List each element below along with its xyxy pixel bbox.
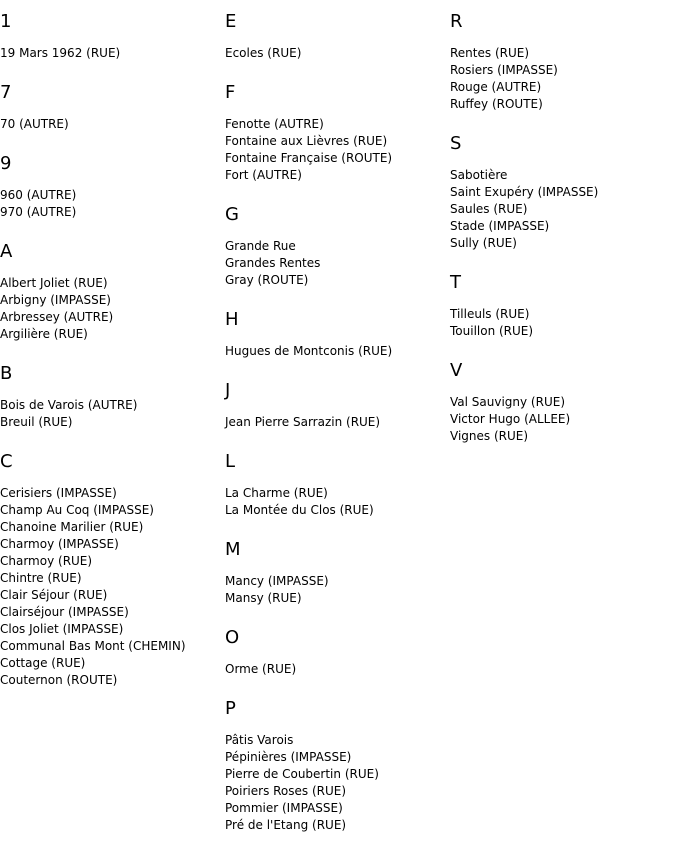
street-link[interactable]: Saules (RUE) [450, 202, 528, 216]
group-letter-heading: R [450, 11, 463, 32]
group-letter-heading: V [450, 360, 463, 381]
street-link[interactable]: Tilleuls (RUE) [450, 307, 530, 321]
street-list [225, 343, 447, 360]
street-link[interactable]: Sabotière [450, 168, 508, 182]
street-list [225, 661, 447, 678]
street-link[interactable]: 960 (AUTRE) [0, 188, 77, 202]
group-letter-heading: O [225, 627, 240, 648]
street-link[interactable]: Clair Séjour (RUE) [0, 588, 108, 602]
street-link[interactable]: 970 (AUTRE) [0, 205, 77, 219]
letter-group [0, 449, 222, 689]
street-link[interactable]: Mancy (IMPASSE) [225, 574, 329, 588]
group-letter-heading: E [225, 11, 237, 32]
letter-group [225, 696, 447, 834]
street-list [225, 485, 447, 519]
group-letter-heading: F [225, 82, 236, 103]
street-link[interactable]: Val Sauvigny (RUE) [450, 395, 565, 409]
street-link[interactable]: Grandes Rentes [225, 256, 321, 270]
street-link[interactable]: Couternon (ROUTE) [0, 673, 118, 687]
street-index-column-1 [0, 9, 222, 707]
group-letter-heading: S [450, 133, 462, 154]
letter-group [0, 361, 222, 431]
street-link[interactable]: Fontaine aux Lièvres (RUE) [225, 134, 388, 148]
street-link[interactable]: Rouge (AUTRE) [450, 80, 542, 94]
street-list [225, 45, 447, 62]
street-link[interactable]: Cerisiers (IMPASSE) [0, 486, 117, 500]
street-link[interactable]: Pommier (IMPASSE) [225, 801, 343, 815]
street-list [225, 414, 447, 431]
street-link[interactable]: Arbressey (AUTRE) [0, 310, 114, 324]
street-link[interactable]: Fontaine Française (ROUTE) [225, 151, 393, 165]
letter-group [450, 131, 672, 252]
street-link[interactable]: Ecoles (RUE) [225, 46, 302, 60]
letter-group [225, 378, 447, 431]
street-link[interactable]: Fenotte (AUTRE) [225, 117, 324, 131]
letter-group [225, 307, 447, 360]
group-letter-heading: H [225, 309, 239, 330]
letter-group [225, 202, 447, 289]
street-link[interactable]: Bois de Varois (AUTRE) [0, 398, 138, 412]
street-link[interactable]: Saint Exupéry (IMPASSE) [450, 185, 599, 199]
street-link[interactable]: Clos Joliet (IMPASSE) [0, 622, 124, 636]
street-list [450, 394, 672, 445]
street-list [450, 306, 672, 340]
street-link[interactable]: Sully (RUE) [450, 236, 517, 250]
street-list [225, 732, 447, 834]
street-link[interactable]: Grande Rue [225, 239, 296, 253]
group-letter-heading: P [225, 698, 236, 719]
group-letter-heading: M [225, 539, 241, 560]
street-list [0, 485, 222, 689]
street-index-column-3 [450, 9, 672, 463]
group-letter-heading: A [0, 241, 13, 262]
street-link[interactable]: Ruffey (ROUTE) [450, 97, 543, 111]
street-link[interactable]: Mansy (RUE) [225, 591, 302, 605]
letter-group [450, 358, 672, 445]
street-list [225, 238, 447, 289]
letter-group [225, 625, 447, 678]
street-link[interactable]: 19 Mars 1962 (RUE) [0, 46, 121, 60]
street-list [0, 187, 222, 221]
letter-group [0, 151, 222, 221]
group-letter-heading: L [225, 451, 236, 472]
street-link[interactable]: Jean Pierre Sarrazin (RUE) [225, 415, 381, 429]
letter-group [0, 9, 222, 62]
street-list [450, 167, 672, 252]
letter-group [450, 270, 672, 340]
group-letter-heading: 7 [0, 82, 12, 103]
street-link[interactable]: Pépinières (IMPASSE) [225, 750, 352, 764]
street-list [0, 45, 222, 62]
street-link[interactable]: Rentes (RUE) [450, 46, 530, 60]
group-letter-heading: C [0, 451, 13, 472]
group-letter-heading: 9 [0, 153, 12, 174]
street-list [0, 275, 222, 343]
letter-group [225, 9, 447, 62]
street-link[interactable]: Clairséjour (IMPASSE) [0, 605, 129, 619]
street-link[interactable]: Argilière (RUE) [0, 327, 88, 341]
street-link[interactable]: Cottage (RUE) [0, 656, 86, 670]
street-link[interactable]: Hugues de Montconis (RUE) [225, 344, 393, 358]
street-link[interactable]: La Charme (RUE) [225, 486, 328, 500]
group-letter-heading: 1 [0, 11, 12, 32]
street-link[interactable]: Pré de l'Etang (RUE) [225, 818, 347, 832]
street-link[interactable]: Poiriers Roses (RUE) [225, 784, 347, 798]
letter-group [225, 449, 447, 519]
street-link[interactable]: Charmoy (RUE) [0, 554, 93, 568]
street-link[interactable]: Charmoy (IMPASSE) [0, 537, 119, 551]
street-link[interactable]: Fort (AUTRE) [225, 168, 302, 182]
street-link[interactable]: Orme (RUE) [225, 662, 297, 676]
street-link[interactable]: Breuil (RUE) [0, 415, 73, 429]
group-letter-heading: J [225, 380, 231, 401]
street-link[interactable]: Communal Bas Mont (CHEMIN) [0, 639, 186, 653]
street-link[interactable]: La Montée du Clos (RUE) [225, 503, 374, 517]
street-link[interactable]: Arbigny (IMPASSE) [0, 293, 111, 307]
group-letter-heading: G [225, 204, 239, 225]
group-letter-heading: B [0, 363, 13, 384]
street-list [0, 397, 222, 431]
street-link[interactable]: Champ Au Coq (IMPASSE) [0, 503, 154, 517]
letter-group [0, 239, 222, 343]
letter-group [225, 80, 447, 184]
letter-group [0, 80, 222, 133]
letter-group [225, 537, 447, 607]
street-link[interactable]: Albert Joliet (RUE) [0, 276, 108, 290]
street-link[interactable]: 70 (AUTRE) [0, 117, 69, 131]
street-index-column-2 [225, 9, 447, 852]
street-link[interactable]: Pierre de Coubertin (RUE) [225, 767, 379, 781]
street-list [225, 573, 447, 607]
street-link[interactable]: Chintre (RUE) [0, 571, 82, 585]
street-link[interactable]: Stade (IMPASSE) [450, 219, 550, 233]
street-list [450, 45, 672, 113]
street-link[interactable]: Rosiers (IMPASSE) [450, 63, 558, 77]
street-link[interactable]: Victor Hugo (ALLEE) [450, 412, 571, 426]
street-link[interactable]: Pâtis Varois [225, 733, 294, 747]
street-link[interactable]: Gray (ROUTE) [225, 273, 309, 287]
street-list [225, 116, 447, 184]
group-letter-heading: T [450, 272, 461, 293]
street-link[interactable]: Touillon (RUE) [450, 324, 534, 338]
street-list [0, 116, 222, 133]
street-link[interactable]: Vignes (RUE) [450, 429, 529, 443]
letter-group [450, 9, 672, 113]
street-link[interactable]: Chanoine Marilier (RUE) [0, 520, 144, 534]
